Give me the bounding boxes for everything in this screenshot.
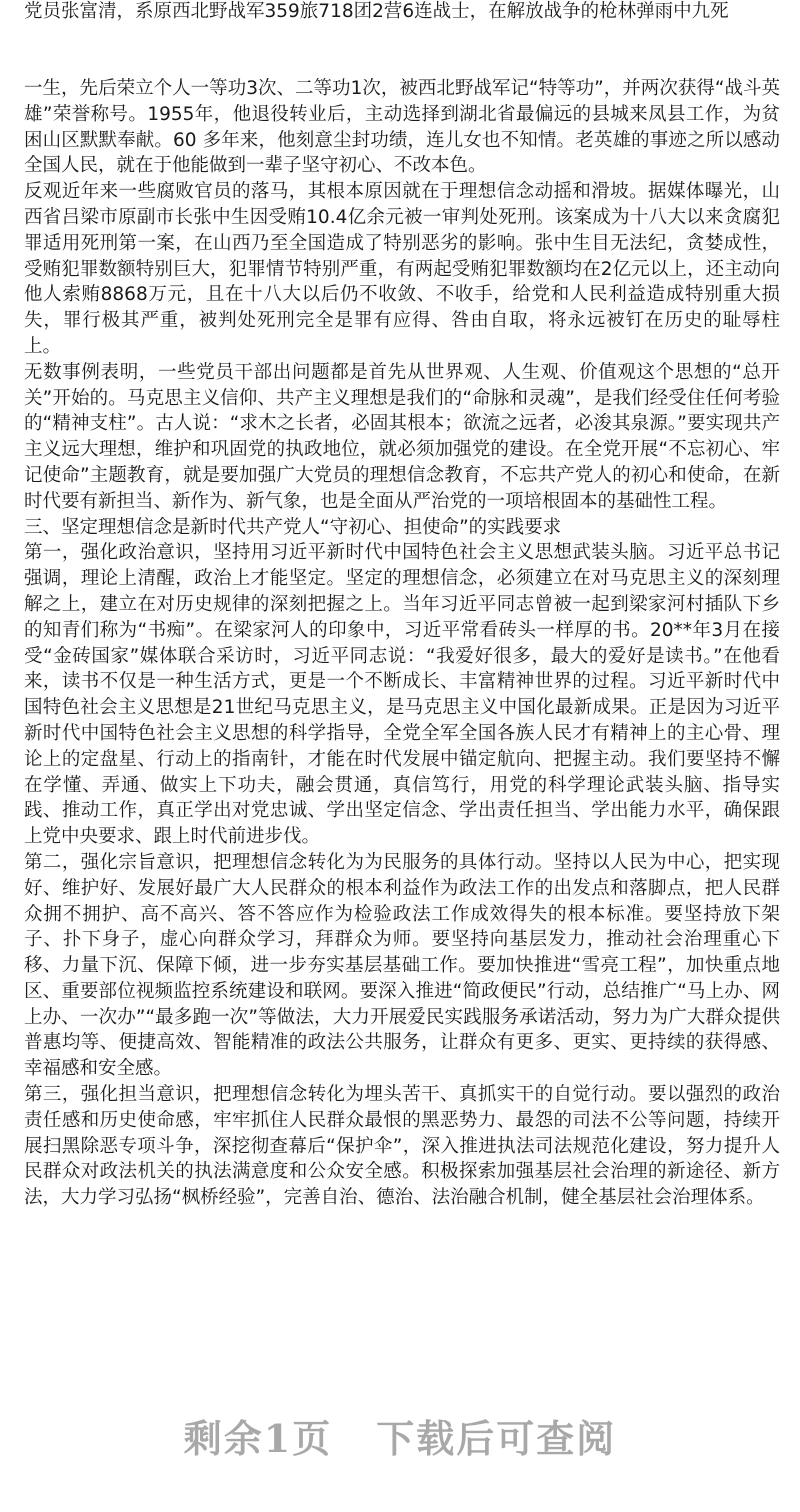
paragraph-3: 无数事例表明，一些党员干部出问题都是首先从世界观、人生观、价值观这个思想的“总开关”开始的。马克思主义信仰、共产主义理想是我们的“命脉和灵魂”，是我们经受住任何考验的“精神支柱”。古人说：“求木之长者，必固其根本；欲流之远者，必浚其泉源。”要实现共产主义远大理想，维护和巩固党的执政地位，就必须加强党的建设。在全党开展“不忘初心、牢记使命”主题教育，就是要加强广大党员的理想信念教育，不忘共产党人的初心和使命，在新时代要有新担当、新作为、新气象，也是全面从严治党的一项培根固本的基础性工程。	[24, 361, 780, 512]
download-banner[interactable]	[0, 1408, 800, 1463]
section-heading: 三、坚定理想信念是新时代共产党人“守初心、担使命”的实践要求	[24, 516, 562, 538]
download-hint-label: 下载后可查阅	[376, 1416, 617, 1461]
document-top-line: 党员张富清，系原西北野战军359旅718团2营6连战士，在解放战争的枪林弹雨中九死	[24, 1, 729, 22]
paragraph-second-point: 第二，强化宗旨意识，把理想信念转化为为民服务的具体行动。坚持以人民为中心，把实现好、维护好、发展好最广大人民群众的根本利益作为政法工作的出发点和落脚点，把人民群众拥不拥护、高不高兴、答不答应作为检验政法工作成效得失的根本标准。要坚持放下架子、扑下身子，虚心向群众学习，拜群众为师。要坚持向基层发力，推动社会治理重心下移、力量下沉、保障下倾，进一步夯实基层基础工作。要加快推进“雪亮工程”，加快重点地区、重要部位视频监控系统建设和联网。要深入推进“简政便民”行动，总结推广“马上办、网上办、一次办”“最多跑一次”等做法，大力开展爱民实践服务承诺活动，努力为广大群众提供普惠均等、便捷高效、智能精准的政法公共服务，让群众有更多、更实、更持续的获得感、幸福感和安全感。	[24, 851, 780, 1080]
document-body	[24, 76, 780, 1211]
paragraph-first-point: 第一，强化政治意识，坚持用习近平新时代中国特色社会主义思想武装头脑。习近平总书记强调，理论上清醒，政治上才能坚定。坚定的理想信念，必须建立在对马克思主义的深刻理解之上，建立在对历史规律的深刻把握之上。当年习近平同志曾被一起到梁家河村插队下乡的知青们称为“书痴”。在梁家河人的印象中，习近平常看砖头一样厚的书。20**年3月在接受“金砖国家”媒体联合采访时，习近平同志说：“我爱好很多，最大的爱好是读书。”在他看来，读书不仅是一种生活方式，更是一个不断成长、丰富精神世界的过程。习近平新时代中国特色社会主义思想是21世纪马克思主义，是马克思主义中国化最新成果。正是因为习近平新时代中国特色社会主义思想的科学指导，全党全军全国各族人民才有精神上的主心骨、理论上的定盘星、行动上的指南针，才能在时代发展中锚定航向、把握主动。我们要坚持不懈在学懂、弄通、做实上下功夫，融会贯通，真信笃行，用党的科学理论武装头脑、指导实践、推动工作，真正学出对党忠诚、学出坚定信念、学出责任担当、学出能力水平，确保跟上党中央要求、跟上时代前进步伐。	[24, 542, 780, 848]
paragraph-1: 一生，先后荣立个人一等功3次、二等功1次，被西北野战军记“特等功”，并两次获得“战斗英雄”荣誉称号。1955年，他退役转业后，主动选择到湖北省最偏远的县城来凤县工作，为贫困山区默默奉献。60 多年来，他刻意尘封功绩，连儿女也不知情。老英雄的事迹之所以感动全国人民，就在于他能做到一辈子坚守初心、不改本色。	[24, 78, 780, 177]
remaining-pages-label: 剩余1页	[183, 1416, 333, 1461]
paragraph-2: 反观近年来一些腐败官员的落马，其根本原因就在于理想信念动摇和滑坡。据媒体曝光，山西省吕梁市原副市长张中生因受贿10.4亿余元被一审判处死刑。该案成为十八大以来贪腐犯罪适用死刑第一案，在山西乃至全国造成了特别恶劣的影响。张中生目无法纪，贪婪成性，受贿犯罪数额特别巨大，犯罪情节特别严重，有两起受贿犯罪数额均在2亿元以上，还主动向他人索贿8868万元，且在十八大以后仍不收敛、不收手，给党和人民利益造成特别重大损失，罪行极其严重，被判处死刑完全是罪有应得、咎由自取，将永远被钉在历史的耻辱柱上。	[24, 181, 780, 357]
paragraph-third-point: 第三，强化担当意识，把理想信念转化为埋头苦干、真抓实干的自觉行动。要以强烈的政治责任感和历史使命感，牢牢抓住人民群众最恨的黑恶势力、最怨的司法不公等问题，持续开展扫黑除恶专项斗争，深挖彻查幕后“保护伞”，深入推进执法司法规范化建设，努力提升人民群众对政法机关的执法满意度和公众安全感。积极探索加强基层社会治理的新途径、新方法，大力学习弘扬“枫桥经验”，完善自治、德治、法治融合机制，健全基层社会治理体系。	[24, 1084, 780, 1209]
